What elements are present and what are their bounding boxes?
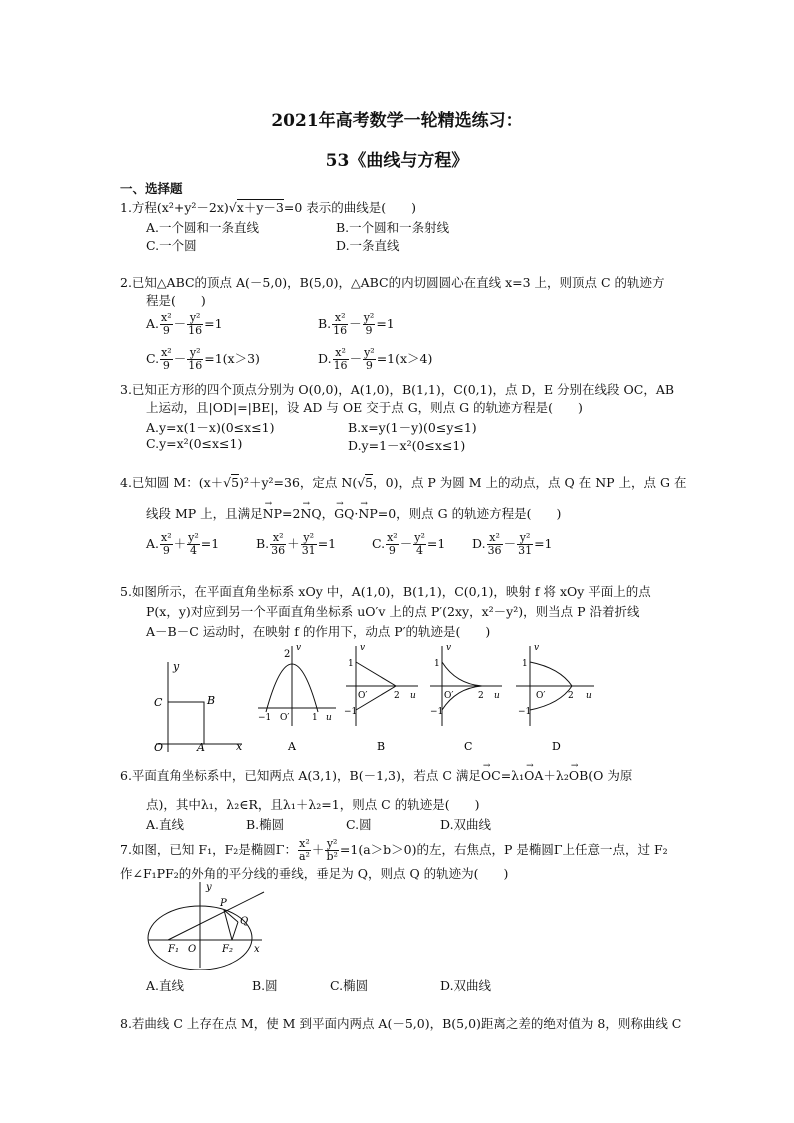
vector-gq: → GQ (334, 506, 354, 522)
sqrt-sign: √ (357, 475, 366, 490)
vector-np: → NP (358, 506, 377, 522)
numerator: y² (301, 532, 317, 545)
denominator: 16 (333, 324, 348, 337)
tick-label: −1 (258, 713, 272, 723)
q4-text: =0，则点 G 的轨迹方程是( ) (377, 506, 562, 521)
point-label: O (188, 944, 197, 955)
q4-text: 4.已知圆 M：(x＋ (120, 475, 224, 490)
tick-label: 1 (312, 713, 318, 723)
q2-d-label: D. (318, 351, 332, 366)
denominator: 16 (188, 359, 203, 372)
equation-rhs: =1 (426, 536, 446, 551)
numerator: x² (270, 532, 286, 545)
question-4-stem (120, 475, 686, 491)
tick-label: 1 (348, 659, 354, 669)
question-7-stem-cont: 作∠F₁PF₂的外角的平分线的垂线，垂足为 Q，则点 Q 的轨迹为( ) (120, 866, 509, 881)
tick-label: 2 (568, 691, 574, 701)
q5-source-figure (154, 660, 243, 754)
line-f1p (168, 892, 264, 940)
fraction (187, 532, 200, 557)
fraction (325, 838, 338, 863)
question-7-stem (120, 838, 668, 863)
q4-c-label: C. (372, 536, 386, 551)
numerator: x² (161, 311, 172, 324)
path-abc (168, 702, 204, 744)
figure-label: A (288, 740, 296, 753)
point-label: Q (240, 916, 249, 927)
operator: － (173, 351, 187, 366)
perpendicular (232, 922, 238, 940)
denominator: 9 (365, 359, 373, 372)
q4-option-c[interactable] (372, 532, 445, 557)
q1-radicand: x＋y－3 (236, 200, 284, 215)
question-3-stem-cont: 上运动，且|OD|=|BE|，设 AD 与 OE 交于点 G，则点 G 的轨迹方程是( ) (146, 400, 583, 415)
q2-option-c[interactable] (146, 347, 260, 372)
question-1-stem (120, 200, 416, 216)
vector-oc: → OC (481, 768, 501, 784)
fraction (363, 347, 376, 372)
q1-option-b[interactable]: B.一个圆和一条射线 (336, 220, 450, 235)
figure-label: D (552, 740, 561, 753)
axis-label: y (206, 882, 212, 893)
fraction (298, 838, 311, 863)
q4-text: ，0)，点 P 为圆 M 上的动点，点 Q 在 NP 上，点 G 在 (373, 475, 687, 490)
operator: － (349, 351, 363, 366)
line-pf2 (224, 910, 232, 940)
q2-option-b[interactable] (318, 312, 395, 337)
fraction (301, 532, 317, 557)
question-6-stem (120, 768, 632, 784)
q6-option-a[interactable]: A.直线 (146, 817, 185, 832)
denominator: b² (326, 850, 338, 863)
q2-b-label: B. (318, 316, 332, 331)
numerator: x² (487, 532, 503, 545)
q2-a-label: A. (146, 316, 160, 331)
q7-text: 7.如图，已知 F₁，F₂是椭圆Γ： (120, 842, 297, 857)
axis-label: u (410, 691, 416, 701)
equation-rhs: =1 (204, 316, 223, 331)
origin-label: O′ (358, 691, 368, 701)
axis-label: y (173, 660, 180, 673)
question-5-stem-cont: P(x，y)对应到另一个平面直角坐标系 uO′v 上的点 P′(2xy，x²－y²)，则当点 P 沿着折线 (146, 604, 640, 619)
equation-rhs: =1 (534, 536, 553, 551)
axis-label: v (296, 643, 302, 653)
q2-option-a[interactable] (146, 312, 223, 337)
tick-label: 2 (284, 649, 291, 660)
equation-rhs: =1 (200, 536, 220, 551)
denominator: 9 (162, 324, 170, 337)
numerator: y² (326, 837, 338, 850)
denominator: 31 (518, 544, 533, 557)
question-8-stem: 8.若曲线 C 上存在点 M，使 M 到平面内两点 A(－5,0)，B(5,0)距离之差的绝对值为 8，则称曲线 C (120, 1016, 682, 1031)
point-label: O (154, 741, 164, 754)
axis-label: v (534, 643, 540, 653)
denominator: 9 (388, 544, 396, 557)
page-subtitle: 53《曲线与方程》 (325, 151, 469, 171)
sqrt-sign: √ (228, 200, 237, 215)
axis-label: v (360, 643, 366, 653)
vector-np: → NP (263, 506, 282, 522)
numerator: x² (161, 346, 172, 359)
denominator: 16 (188, 324, 203, 337)
axis-label: u (494, 691, 500, 701)
question-2-stem-cont: 程是( ) (146, 293, 206, 308)
operator: － (503, 536, 517, 551)
denominator: 4 (189, 544, 197, 557)
point-label: F₂ (222, 944, 233, 955)
fraction (333, 347, 349, 372)
denominator: 9 (162, 359, 170, 372)
q7-option-b[interactable]: B.圆 (252, 978, 278, 993)
origin-label: O′ (536, 691, 546, 701)
question-5-stem: 5.如图所示，在平面直角坐标系 xOy 中，A(1,0)，B(1,1)，C(0,1)，映射 f 将 xOy 平面上的点 (120, 584, 651, 599)
axis-label: v (446, 643, 452, 653)
q5-figure-a (258, 643, 336, 753)
q4-b-label: B. (256, 536, 270, 551)
figure-label: C (464, 740, 473, 753)
fraction (487, 532, 503, 557)
numerator: x² (332, 312, 348, 325)
q1-stem-part: 1.方程(x²+y²－2x) (120, 200, 229, 215)
vector-oa: → OA (524, 768, 543, 784)
q6-option-d[interactable]: D.双曲线 (440, 817, 492, 832)
numerator: y² (363, 311, 375, 324)
numerator: y² (187, 347, 203, 360)
q7-text: =1(a＞b＞0)的左，右焦点，P 是椭圆Γ上任意一点，过 F₂ (339, 842, 668, 857)
equation-rhs: =1(x＞3) (204, 351, 260, 366)
fraction (363, 312, 376, 337)
numerator: y² (517, 532, 533, 545)
q7-option-c[interactable]: C.椭圆 (330, 978, 369, 993)
point-label: F₁ (168, 944, 179, 955)
q1-option-d[interactable]: D.一条直线 (336, 238, 400, 253)
axis-label: x (236, 740, 243, 753)
vector-nq: → NQ (300, 506, 321, 522)
q7-option-d[interactable]: D.双曲线 (440, 978, 492, 993)
axis-label: u (326, 713, 332, 723)
q2-option-d[interactable] (318, 347, 432, 372)
denominator: 9 (162, 544, 170, 557)
tick-label: 1 (434, 659, 440, 669)
denominator: a² (298, 850, 310, 863)
q4-text: ， (321, 506, 335, 521)
operator: － (399, 536, 413, 551)
equation-rhs: =1 (376, 316, 395, 331)
question-2-stem: 2.已知△ABC的顶点 A(－5,0)，B(5,0)，△ABC的内切圆圆心在直线 x=3 上，则顶点 C 的轨迹方 (120, 275, 665, 290)
q6-text: ＋λ₂ (543, 768, 569, 783)
axis-label: x (254, 944, 260, 955)
q4-radicand: 5 (231, 475, 240, 490)
operator: － (173, 316, 187, 331)
q5-figures (140, 640, 610, 755)
q4-radicand: 5 (365, 475, 374, 490)
fraction (413, 532, 426, 557)
numerator: y² (187, 312, 203, 325)
q5-figure-c (430, 643, 502, 753)
question-5-stem-cont: A－B－C 运动时，在映射 f 的作用下，动点 P′的轨迹是( ) (146, 624, 491, 639)
fraction (187, 347, 203, 372)
numerator: x² (161, 531, 172, 544)
fraction (160, 312, 173, 337)
origin-label: O′ (444, 691, 454, 701)
q4-text: )²＋y²=36，定点 N( (239, 475, 358, 490)
q4-text: =2 (282, 506, 301, 521)
denominator: 4 (416, 544, 424, 557)
figure-label: B (377, 740, 386, 753)
q7-ellipse-figure (146, 880, 266, 970)
q5-figure-d (516, 643, 594, 753)
numerator: x² (387, 531, 398, 544)
q6-text: 6.平面直角坐标系中，已知两点 A(3,1)，B(－1,3)，若点 C 满足 (120, 768, 481, 783)
q2-c-label: C. (146, 351, 160, 366)
q6-option-c[interactable]: C.圆 (346, 817, 372, 832)
vector-ob: → OB (569, 768, 588, 784)
tick-label: 2 (478, 691, 484, 701)
tick-label: −1 (344, 707, 358, 717)
numerator: x² (333, 347, 349, 360)
question-4-stem-cont (146, 506, 561, 522)
q4-option-a[interactable] (146, 532, 219, 557)
section-heading: 一、选择题 (120, 181, 183, 196)
q1-option-c[interactable]: C.一个圆 (146, 238, 197, 253)
operator: ＋ (287, 536, 300, 551)
operator: ＋ (311, 842, 325, 857)
q3-option-a[interactable]: A.y=x(1－x)(0≤x≤1) (146, 420, 275, 435)
q4-d-label: D. (472, 536, 486, 551)
q4-text: · (354, 506, 359, 521)
equation-rhs: =1 (317, 536, 337, 551)
q4-option-b[interactable] (256, 532, 336, 557)
fraction (160, 532, 173, 557)
q4-option-d[interactable] (472, 532, 553, 557)
origin-label: O′ (280, 713, 290, 723)
page-title: 2021年高考数学一轮精选练习： (271, 111, 523, 131)
q4-text: 线段 MP 上，且满足 (146, 506, 263, 521)
denominator: 36 (271, 544, 286, 557)
sqrt-sign: √ (223, 475, 232, 490)
denominator: 36 (487, 544, 502, 557)
operator: － (349, 316, 362, 331)
numerator: x² (299, 837, 310, 850)
q6-option-b[interactable]: B.椭圆 (246, 817, 285, 832)
tick-label: 2 (394, 691, 400, 701)
q6-text: =λ₁ (500, 768, 525, 783)
point-label: B (207, 694, 216, 707)
fraction (160, 347, 173, 372)
point-label: P (220, 898, 227, 909)
tick-label: 1 (522, 659, 528, 669)
fraction (332, 312, 348, 337)
question-6-stem-cont: 点)，其中λ₁，λ₂∈R，且λ₁＋λ₂=1，则点 C 的轨迹是( ) (146, 797, 480, 812)
q6-text: (O 为原 (588, 768, 633, 783)
numerator: y² (188, 531, 199, 544)
tick-label: −1 (518, 707, 532, 717)
fraction (270, 532, 286, 557)
q1-stem-part: =0 表示的曲线是( ) (283, 200, 416, 215)
fraction (517, 532, 533, 557)
numerator: y² (414, 531, 425, 544)
q3-option-b[interactable]: B.x=y(1－y)(0≤y≤1) (348, 420, 477, 435)
fraction (386, 532, 399, 557)
fraction (187, 312, 203, 337)
denominator: 16 (333, 359, 348, 372)
q3-option-d[interactable]: D.y=1－x²(0≤x≤1) (348, 438, 466, 453)
question-3-stem: 3.已知正方形的四个顶点分别为 O(0,0)，A(1,0)，B(1,1)，C(0,1)，点 D，E 分别在线段 OC，AB (120, 382, 675, 397)
numerator: y² (364, 346, 375, 359)
tick-label: −1 (430, 707, 444, 717)
q4-a-label: A. (146, 536, 160, 551)
denominator: 9 (365, 324, 373, 337)
q7-option-a[interactable]: A.直线 (146, 978, 185, 993)
denominator: 31 (301, 544, 316, 557)
point-label: C (154, 696, 163, 709)
axis-label: u (586, 691, 592, 701)
q3-option-c[interactable]: C.y=x²(0≤x≤1) (146, 436, 243, 451)
equation-rhs: =1(x＞4) (376, 351, 433, 366)
q1-option-a[interactable]: A.一个圆和一条直线 (146, 220, 260, 235)
point-label: A (197, 741, 205, 754)
operator: ＋ (173, 536, 187, 551)
q5-figure-b (344, 643, 418, 753)
